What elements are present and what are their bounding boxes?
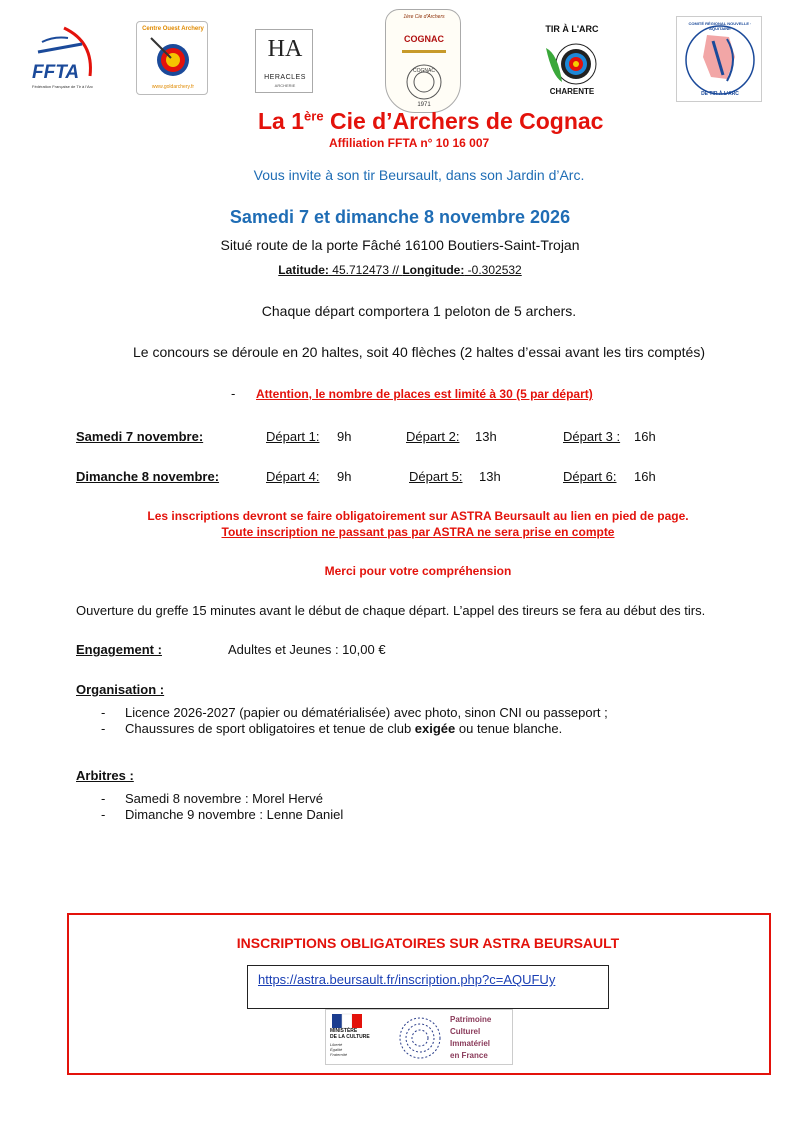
notice-line-1: Les inscriptions devront se faire obligatoirement sur ASTRA Beursault au lien en pied de page. — [147, 509, 689, 523]
depart-1-label: Départ 1: — [266, 429, 320, 444]
footer-link-box — [247, 965, 609, 1009]
comite-ring-text: COMITÉ RÉGIONAL NOUVELLE · AQUITAINE — [688, 21, 752, 31]
invitation-text: Vous invite à son tir Beursault, dans son Jardin d’Arc. — [253, 167, 585, 183]
astra-inscription-link[interactable]: https://astra.beursault.fr/inscription.php?c=AQUFUy — [258, 972, 556, 987]
attention-dash: - — [231, 386, 236, 401]
depart-4-time: 9h — [337, 469, 352, 484]
depart-2-label: Départ 2: — [406, 429, 460, 444]
gps-coordinates — [0, 263, 800, 277]
charente-top-text: TIR À L'ARC — [545, 24, 599, 34]
latitude-label: Latitude: — [278, 263, 329, 277]
engagement-value: Adultes et Jeunes : 10,00 € — [228, 642, 386, 657]
patrimoine-text: Patrimoine Culturel Immatériel en France — [450, 1015, 492, 1060]
concours-text: Le concours se déroule en 20 haltes, soit 40 flèches (2 haltes d’essai avant les tirs comptés) — [133, 344, 705, 360]
event-address: Situé route de la porte Fâché 16100 Boutiers-Saint-Trojan — [220, 237, 580, 253]
organisation-item-2 — [125, 721, 562, 736]
organisation-item-1: Licence 2026-2027 (papier ou dématérialisée) avec photo, sinon CNI ou passeport ; — [125, 705, 608, 720]
centre-ouest-archery-logo — [136, 21, 208, 95]
depart-3-time: 16h — [634, 429, 656, 444]
centre-ouest-url: www.goldarchery.fr — [151, 84, 195, 90]
heracles-logo — [255, 29, 313, 93]
ministere-text: MINISTÈRE DE LA CULTURE — [330, 1028, 370, 1040]
ffta-logo — [24, 22, 102, 96]
organisation-label: Organisation : — [76, 682, 165, 697]
depart-2-time: 13h — [475, 429, 497, 444]
culture-banner — [325, 1009, 513, 1065]
title-post: Cie d’Archers de Cognac — [323, 108, 604, 134]
notice-line-2: Toute inscription ne passant pas par ASTRA ne sera prise en compte — [221, 525, 615, 539]
crest-mid-text: COGNAC — [413, 68, 435, 74]
organisation-item-2-post: ou tenue blanche. — [455, 721, 563, 736]
arbitre-bullet-2: - — [101, 807, 106, 822]
schedule-day-2: Dimanche 8 novembre: — [76, 469, 220, 484]
depart-5-time: 13h — [479, 469, 501, 484]
affiliation: Affiliation FFTA n° 10 16 007 — [329, 136, 490, 150]
peloton-text: Chaque départ comportera 1 peloton de 5 archers. — [261, 303, 577, 319]
attention-text: Attention, le nombre de places est limité à 30 (5 par départ) — [256, 387, 593, 401]
crest-year: 1971 — [417, 102, 431, 108]
cognac-club-crest — [385, 9, 461, 113]
merci-text: Merci pour votre compréhension — [324, 564, 512, 578]
organisation-item-2-bold: exigée — [414, 721, 456, 736]
depart-6-label: Départ 6: — [563, 469, 617, 484]
latitude-value: 45.712473 // — [328, 263, 403, 277]
ffta-caption: Fédération Française de Tir à l'Arc — [32, 84, 94, 89]
footer-title: INSCRIPTIONS OBLIGATOIRES SUR ASTRA BEURSAULT — [236, 935, 620, 951]
title-pre: La 1 — [258, 108, 305, 134]
schedule-day-1: Samedi 7 novembre: — [76, 429, 204, 444]
heracles-mark: HA — [267, 36, 303, 62]
crest-name: COGNAC — [404, 34, 444, 44]
heracles-sub: ARCHERIE — [274, 83, 296, 88]
heracles-name: HERACLES — [264, 74, 306, 81]
centre-ouest-ring-text: Centre Ouest Archery — [142, 26, 204, 32]
crest-top-text: 1ère Cie d'Archers — [403, 14, 445, 20]
arbitres-label: Arbitres : — [76, 768, 134, 783]
greffe-text: Ouverture du greffe 15 minutes avant le début de chaque départ. L’appel des tireurs se fera au début des tirs. — [76, 603, 706, 618]
comite-regional-logo — [676, 16, 762, 102]
title-sup: ère — [304, 108, 324, 124]
engagement-label: Engagement : — [76, 642, 162, 657]
tir-arc-charente-logo — [538, 24, 606, 98]
depart-6-time: 16h — [634, 469, 656, 484]
event-dates: Samedi 7 et dimanche 8 novembre 2026 — [229, 207, 571, 227]
devise-text: Liberté Égalité Fraternité — [330, 1042, 348, 1057]
organisation-item-2-pre: Chaussures de sport obligatoires et tenue de club — [125, 721, 415, 736]
charente-bottom-text: CHARENTE — [549, 87, 595, 96]
longitude-value: -0.302532 — [464, 263, 522, 277]
depart-4-label: Départ 4: — [266, 469, 320, 484]
organisation-bullet-2: - — [101, 721, 106, 736]
ffta-wordmark: FFTA — [32, 62, 80, 83]
depart-3-label: Départ 3 : — [563, 429, 621, 444]
depart-5-label: Départ 5: — [409, 469, 463, 484]
event-title — [258, 108, 603, 135]
arbitre-bullet-1: - — [101, 791, 106, 806]
depart-1-time: 9h — [337, 429, 352, 444]
arbitre-item-2: Dimanche 9 novembre : Lenne Daniel — [125, 807, 344, 822]
arbitre-item-1: Samedi 8 novembre : Morel Hervé — [125, 791, 323, 806]
comite-bottom-text: DE TIR À L'ARC — [701, 91, 739, 97]
longitude-label: Longitude: — [402, 263, 465, 277]
inscription-footer-box — [67, 913, 771, 1075]
crest-emblem-icon — [386, 10, 461, 113]
organisation-bullet-1: - — [101, 705, 106, 720]
patrimoine-dots-icon — [398, 1016, 442, 1060]
